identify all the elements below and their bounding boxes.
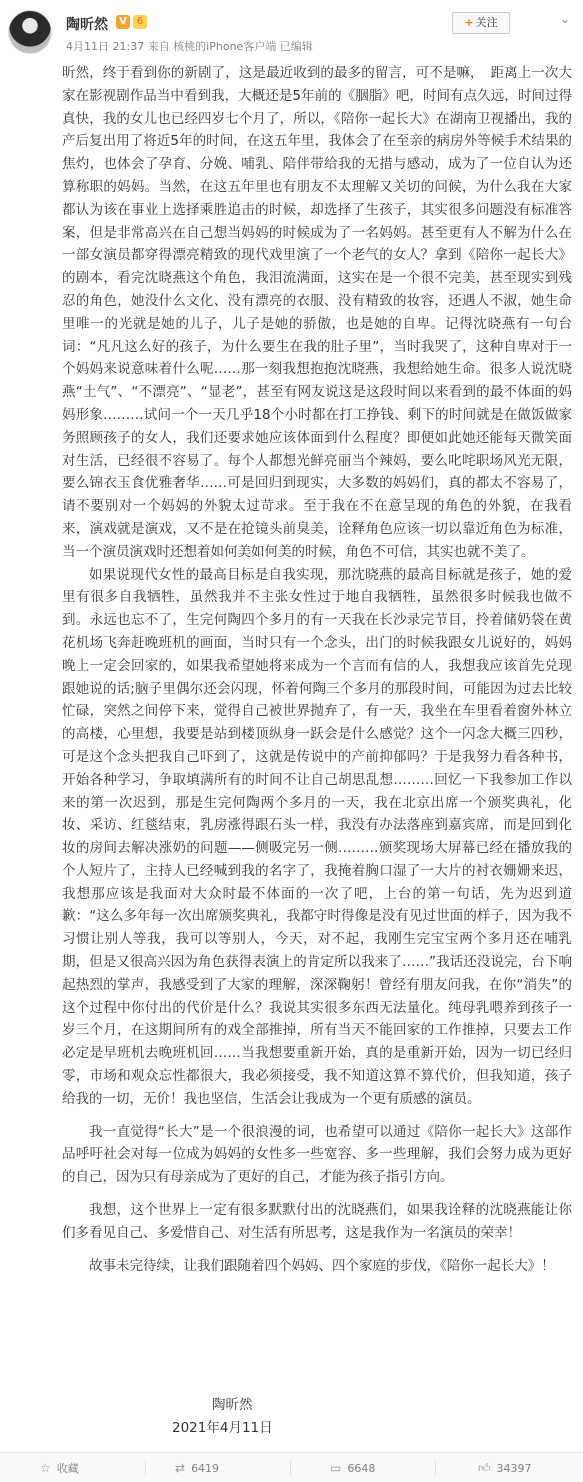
divider (435, 1461, 436, 1475)
post-header (0, 0, 583, 60)
author-name[interactable]: 陶昕然 (66, 17, 108, 33)
follow-label: 关注 (475, 16, 498, 29)
paragraph-5: 故事未完待续，让我们跟随着四个妈妈、四个家庭的步伐，《陪你一起长大》！ (89, 1257, 555, 1274)
avatar[interactable] (8, 10, 52, 54)
repost-count: 6419 (191, 1462, 220, 1475)
signature: 陶昕然 (212, 1397, 253, 1413)
verified-badge: V (116, 15, 130, 29)
post-meta: 4月11日 21:37 来自 核桃的iPhone客户端 已编辑 (66, 40, 313, 53)
paragraph-4: 我想，这个世界上一定有很多默默付出的沈晓燕们，如果我诠释的沈晓燕能让你们多看见自己、多爱惜自己、对生活有所思考，这是我作为一名演员的荣幸！ (62, 1202, 572, 1241)
repost-button[interactable] (175, 1453, 219, 1482)
favorite-button[interactable] (40, 1453, 79, 1482)
favorite-label: 收藏 (56, 1462, 79, 1475)
paragraph-2: 如果说现代女性的最高目标是自我实现，那沈晓燕的最高目标就是孩子，她的爱里有很多自我牺牲，虽然我并不主张女性过于地自我牺牲，虽然很多时候我也做不到。永远也忘不了，生完何陶四个多月的有一天我在长沙录完节目，拎着储奶袋在黄花机场飞奔赶晚班机的画面，当时只有一个念头，出门的时候我跟女儿说好的，妈妈晚上一定会回家的，如果我希望她将来成为一个言而有信的人，我想我应该首先兑现跟她说的话;脑子里偶尔还会闪现，怀着何陶三个多月的那段时间，可能因为过去比较忙碌，突然之间停下来，觉得自己被世界抛弃了，有一天，我坐在车里看着窗外林立的高楼，心里想，我要是站到楼顶纵身一跃会是什么感觉？这个一闪念大概三四秒，可是这个念头把我自己吓到了，这就是传说中的产前抑郁吗？于是我努力看各种书，开始各种学习，争取填满所有的时间不让自己胡思乱想………回忆一下我参加工作以来的第一次迟到，那是生完何陶两个多月的一天，我在北京出席一个颁奖典礼，化妆、采访、红毯结束，乳房涨得跟石头一样，我没有办法落座到嘉宾席，而是回到化妆的房间去解决涨奶的问题——侧吸完另一侧………颁奖现场大屏幕已经在播放我的个人短片了，主持人已经喊到我的名字了，我掩着胸口湿了一大片的衬衣姗姗来迟，我想那应该是我面对大众时最不体面的一次了吧，上台的第一句话，先为迟到道歉：“这么多年每一次出席颁奖典礼，我都守时得像是没有见过世面的样子，因为我不习惯让别人等我，我可以等别人，今天，对不起，我刚生完宝宝两个多月还在哺乳期，但是又很高兴因为角色获得表演上的肯定所以我来了……”我话还没说完，台下响起热烈的掌声，我感受到了大家的理解，深深鞠躬！曾经有朋友问我，在你“消失”的这个过程中你付出的代价是什么？我说其实很多东西无法量化。纯母乳喂养到孩子一岁三个月，在这期间所有的戏全部推掉，所有当天不能回家的工作推掉，只要去工作必定是早班机去晚班机回……当我想要重新开始，真的是重新开始，因为一切已经归零，市场和观众忘性都很大，我必须接受，我不知道这算不算代价，但我知道，孩子给我的一切，无价！我也坚信，生活会让我成为一个更有质感的演员。 (62, 566, 572, 1107)
divider (290, 1461, 291, 1475)
paragraph-3: 我一直觉得“长大”是一个很浪漫的词，也希望可以通过《陪你一起长大》这部作品呼吁社会对每一位成为妈妈的女性多一些宽容、多一些理解，我们会努力成为更好的自己，因为只有母亲成为了更好的自己，才能为孩子指引方向。 (62, 1123, 572, 1186)
plus-icon: + (464, 16, 474, 29)
post-body (62, 62, 572, 1277)
repost-icon: ⇄ (175, 1461, 186, 1475)
like-button[interactable] (478, 1453, 532, 1482)
signature-date: 2021年4月11日 (172, 1420, 273, 1436)
like-count: 34397 (496, 1462, 532, 1475)
thumbs-up-icon: 👍︎ (478, 1461, 491, 1475)
comment-button[interactable] (330, 1453, 375, 1482)
chevron-down-icon[interactable]: ⌄ (559, 12, 571, 26)
follow-button[interactable] (452, 12, 510, 34)
action-bar (0, 1452, 583, 1482)
paragraph-1: 昕然，终于看到你的新剧了，这是最近收到的最多的留言，可不是嘛， 距离上一次大家在影视剧作品当中看到我，大概还是5年前的《胭脂》吧，时间有点久远，时间过得真快，我的女儿也已经四岁七个月了，所以，《陪你一起长大》在湖南卫视播出，我的产后复出用了将近5年的时间，在这五年里，我体会了在至亲的病房外等候手术结果的焦灼，也体会了孕育、分娩、哺乳、陪伴带给我的无措与感动，成为了一位自认为还算称职的妈妈。当然，在这五年里也有朋友不太理解又关切的问候，为什么我在大家都认为该在事业上选择乘胜追击的时候，却选择了生孩子，其实很多问题没有标准答案，但是非常高兴在自己想当妈妈的时候成为了一名妈妈。甚至更有人不解为什么在一部女演员都穿得漂亮精致的现代戏里演了一个老气的女人？拿到《陪你一起长大》的剧本，看完沈晓燕这个角色，我泪流满面，这实在是一个很不完美，甚至现实到残忍的角色，她没什么文化、没有漂亮的衣服、没有精致的妆容，还遇人不淑，她生命里唯一的光就是她的儿子，儿子是她的骄傲，也是她的自卑。记得沈晓燕有一句台词：“凡凡这么好的孩子，为什么要生在我的肚子里”，当时我哭了，这种自卑对于一个妈妈来说意味着什么呢……那一刻我想抱抱沈晓燕，我想给她生命。很多人说沈晓燕“土气”、“不漂亮”、“显老”，甚至有网友说这是这段时间以来看到的最不体面的妈妈形象………试问一个一天几乎18个小时都在打工挣钱、剩下的时间就是在做饭做家务照顾孩子的女人，我们还要求她应该体面到什么程度？即便如此她还能每天微笑面对生活，已经很不容易了。每个人都想光鲜亮丽当个辣妈，要么叱咤职场风光无限，要么锦衣玉食优雅奢华……可是回归到现实，大多数的妈妈们，真的都太不容易了，请不要别对一个妈妈的外貌太过苛求。至于我在不在意呈现的角色的外貌，在我看来，演戏就是演戏，又不是在抢镜头前臭美，诠释角色应该一切以靠近角色为标准，当一个演员演戏时还想着如何美如何美的时候，角色不可信，其实也就不美了。 (62, 65, 572, 560)
star-icon: ☆ (40, 1461, 51, 1475)
comment-count: 6648 (347, 1462, 376, 1475)
comment-icon: ▭ (330, 1461, 342, 1475)
divider (145, 1461, 146, 1475)
level-badge: 6 (133, 15, 147, 29)
